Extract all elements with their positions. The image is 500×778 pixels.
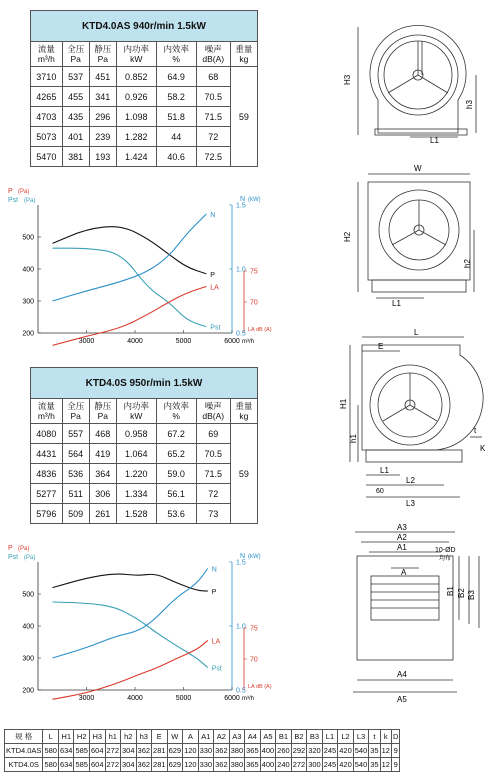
dim-header: t bbox=[369, 730, 380, 744]
dim-cell: 272 bbox=[105, 744, 121, 758]
dim-label: A1 bbox=[397, 543, 407, 552]
table-cell: 451 bbox=[89, 67, 116, 87]
spec-table-ktd40s bbox=[30, 367, 258, 524]
dim-header: k bbox=[380, 730, 391, 744]
column-header bbox=[89, 399, 116, 424]
column-header bbox=[31, 399, 63, 424]
series-label-pst: Pst bbox=[211, 665, 222, 673]
dim-label: L1 bbox=[392, 299, 401, 308]
dim-label: A bbox=[401, 568, 407, 577]
series-line-la bbox=[53, 640, 208, 699]
table-row bbox=[31, 464, 258, 484]
la-tick-label: 75 bbox=[250, 268, 258, 276]
y-tick-label: 300 bbox=[22, 298, 34, 306]
table-cell: 1.528 bbox=[116, 504, 156, 524]
dim-label: 60 bbox=[376, 488, 384, 495]
pst-axis-label: Pst bbox=[8, 197, 19, 204]
n-tick-label: 1.0 bbox=[236, 623, 246, 631]
dim-cell: 629 bbox=[167, 744, 183, 758]
header-unit: % bbox=[172, 54, 180, 64]
dim-header: 规 格 bbox=[5, 730, 43, 744]
dim-label: W bbox=[414, 164, 422, 173]
table-cell: 261 bbox=[89, 504, 116, 524]
p-axis-label: P bbox=[8, 545, 13, 552]
dim-cell: 281 bbox=[152, 744, 168, 758]
table-row bbox=[31, 504, 258, 524]
dim-label: A5 bbox=[397, 695, 407, 704]
y-tick-label: 400 bbox=[22, 266, 34, 274]
column-header bbox=[31, 42, 63, 67]
series-label-pst: Pst bbox=[210, 324, 221, 332]
table-cell: 70.5 bbox=[196, 87, 230, 107]
header-unit: Pa bbox=[97, 411, 108, 421]
dim-label: L2 bbox=[406, 476, 415, 485]
dim-cell: 304 bbox=[121, 758, 137, 772]
dim-label: t bbox=[474, 426, 477, 435]
performance-chart-ktd40as bbox=[0, 183, 280, 353]
column-header bbox=[89, 42, 116, 67]
n-axis-unit: (kW) bbox=[248, 197, 261, 203]
table-row bbox=[5, 758, 400, 772]
n-tick-label: 0.5 bbox=[236, 330, 246, 338]
column-header bbox=[230, 399, 257, 424]
dim-cell: 585 bbox=[74, 758, 90, 772]
dim-cell: 585 bbox=[74, 744, 90, 758]
header-name: 重量 bbox=[235, 401, 253, 411]
table-cell: 468 bbox=[89, 424, 116, 444]
x-tick-label: 5000 bbox=[175, 695, 192, 702]
dim-cell: 12 bbox=[380, 744, 391, 758]
dim-label: 10-ØD bbox=[435, 547, 456, 554]
column-header bbox=[62, 399, 89, 424]
dim-label: B3 bbox=[467, 590, 476, 600]
dim-cell: 300 bbox=[307, 758, 323, 772]
p-axis-unit: (Pa) bbox=[18, 189, 30, 195]
dim-header: h2 bbox=[121, 730, 137, 744]
table-cell: 1.064 bbox=[116, 444, 156, 464]
x-tick-label: 3000 bbox=[78, 695, 95, 702]
dim-header: H3 bbox=[89, 730, 105, 744]
table-cell: 5796 bbox=[31, 504, 63, 524]
dim-header: A2 bbox=[214, 730, 230, 744]
n-tick-label: 0.5 bbox=[236, 687, 246, 695]
table-row bbox=[31, 67, 258, 87]
x-tick-label: 3000 bbox=[78, 338, 95, 345]
dim-cell: 35 bbox=[369, 758, 380, 772]
table-cell: 59.0 bbox=[156, 464, 196, 484]
dim-cell: 540 bbox=[353, 744, 369, 758]
series-label-n: N bbox=[211, 566, 217, 574]
dim-label: h1 bbox=[349, 434, 358, 443]
table-cell: 557 bbox=[62, 424, 89, 444]
table-cell: 401 bbox=[62, 127, 89, 147]
table-cell: 5470 bbox=[31, 147, 63, 167]
dim-cell: 634 bbox=[58, 758, 74, 772]
table-cell: 67.2 bbox=[156, 424, 196, 444]
dim-label: h2 bbox=[463, 259, 472, 268]
dim-header: H1 bbox=[58, 730, 74, 744]
x-tick-label: 5000 bbox=[175, 338, 192, 345]
dim-header: E bbox=[152, 730, 168, 744]
table-cell: 1.334 bbox=[116, 484, 156, 504]
table-cell: 296 bbox=[89, 107, 116, 127]
table-cell: 5277 bbox=[31, 484, 63, 504]
table-cell: 509 bbox=[62, 504, 89, 524]
dim-label: L1 bbox=[430, 136, 439, 145]
n-tick-label: 1.5 bbox=[236, 559, 246, 567]
series-line-pst bbox=[53, 248, 207, 326]
dim-header: L3 bbox=[353, 730, 369, 744]
dim-cell: 320 bbox=[307, 744, 323, 758]
table-cell: 381 bbox=[62, 147, 89, 167]
dim-cell: 362 bbox=[136, 758, 152, 772]
la-tick-label: 70 bbox=[250, 299, 258, 307]
dim-cell: 365 bbox=[245, 744, 261, 758]
header-name: 内效率 bbox=[163, 44, 189, 54]
table-row bbox=[5, 744, 400, 758]
dim-header: B1 bbox=[276, 730, 292, 744]
table-cell: 44 bbox=[156, 127, 196, 147]
table-cell: 65.2 bbox=[156, 444, 196, 464]
dim-header: L1 bbox=[322, 730, 338, 744]
header-unit: Pa bbox=[97, 54, 108, 64]
dim-cell: 629 bbox=[167, 758, 183, 772]
table-cell: 4080 bbox=[31, 424, 63, 444]
series-line-pst bbox=[53, 602, 208, 668]
header-unit: Pa bbox=[70, 411, 81, 421]
dim-header: B3 bbox=[307, 730, 323, 744]
dim-header: H2 bbox=[74, 730, 90, 744]
dim-cell: KTD4.0S bbox=[5, 758, 43, 772]
dim-label: H3 bbox=[343, 74, 352, 85]
spec-table-ktd40as bbox=[30, 10, 258, 167]
dim-header: h3 bbox=[136, 730, 152, 744]
x-unit-label: m³/h bbox=[242, 696, 254, 702]
dim-header: A3 bbox=[229, 730, 245, 744]
table-row bbox=[31, 127, 258, 147]
table-row bbox=[31, 444, 258, 464]
series-line-p bbox=[53, 574, 208, 591]
header-unit: Pa bbox=[70, 54, 81, 64]
series-label-n: N bbox=[210, 211, 216, 219]
dim-cell: 260 bbox=[276, 744, 292, 758]
table-cell: 341 bbox=[89, 87, 116, 107]
table-cell: 4836 bbox=[31, 464, 63, 484]
dim-header: W bbox=[167, 730, 183, 744]
table-cell: 419 bbox=[89, 444, 116, 464]
series-line-n bbox=[53, 568, 208, 658]
header-name: 流量 bbox=[37, 44, 55, 54]
n-tick-label: 1.0 bbox=[236, 266, 246, 274]
dim-header: L2 bbox=[338, 730, 354, 744]
x-tick-label: 4000 bbox=[127, 695, 143, 702]
table-cell: 71.5 bbox=[196, 107, 230, 127]
dim-cell: 365 bbox=[245, 758, 261, 772]
dim-header: D bbox=[391, 730, 399, 744]
table-cell: 51.8 bbox=[156, 107, 196, 127]
table-cell: 1.098 bbox=[116, 107, 156, 127]
x-tick-label: 6000 bbox=[224, 338, 240, 345]
table-cell: 0.926 bbox=[116, 87, 156, 107]
table-cell: 56.1 bbox=[156, 484, 196, 504]
table-cell: 455 bbox=[62, 87, 89, 107]
dim-cell: 420 bbox=[338, 758, 354, 772]
dim-cell: 420 bbox=[338, 744, 354, 758]
table-cell: 72.5 bbox=[196, 147, 230, 167]
table-cell: 53.6 bbox=[156, 504, 196, 524]
dim-cell: 380 bbox=[229, 744, 245, 758]
header-name: 内功率 bbox=[123, 401, 150, 411]
table-row bbox=[31, 424, 258, 444]
series-line-p bbox=[53, 227, 207, 274]
dim-cell: 304 bbox=[121, 744, 137, 758]
dim-header: A bbox=[183, 730, 199, 744]
dim-cell: 380 bbox=[229, 758, 245, 772]
pst-axis-label: Pst bbox=[8, 554, 19, 561]
dim-cell: 362 bbox=[214, 744, 230, 758]
dim-label: 均布 bbox=[439, 556, 452, 562]
header-unit: kW bbox=[130, 54, 143, 64]
column-header bbox=[62, 42, 89, 67]
table-cell: 58.2 bbox=[156, 87, 196, 107]
dim-header: A4 bbox=[245, 730, 261, 744]
dim-cell: 240 bbox=[276, 758, 292, 772]
table-cell: 64.9 bbox=[156, 67, 196, 87]
n-axis-label: N bbox=[240, 196, 246, 203]
table-row bbox=[31, 484, 258, 504]
dim-header: B2 bbox=[291, 730, 307, 744]
table-cell: 3710 bbox=[31, 67, 63, 87]
column-header bbox=[156, 42, 196, 67]
header-unit: m³/h bbox=[37, 54, 55, 64]
dim-cell: 292 bbox=[291, 744, 307, 758]
weight-cell: 59 bbox=[230, 67, 257, 167]
table-cell: 73 bbox=[196, 504, 230, 524]
table-cell: 239 bbox=[89, 127, 116, 147]
dim-cell: 245 bbox=[322, 744, 338, 758]
column-header bbox=[116, 42, 156, 67]
header-unit: kg bbox=[239, 54, 249, 64]
series-label-la: LA bbox=[210, 284, 219, 292]
header-name: 噪声 bbox=[204, 401, 222, 411]
y-tick-label: 200 bbox=[22, 330, 34, 338]
header-unit: m³/h bbox=[37, 411, 55, 421]
header-name: 流量 bbox=[37, 401, 55, 411]
series-label-la: LA bbox=[211, 638, 221, 646]
dim-cell: 35 bbox=[369, 744, 380, 758]
dim-cell: 604 bbox=[89, 758, 105, 772]
x-tick-label: 4000 bbox=[127, 338, 143, 345]
column-header bbox=[196, 42, 230, 67]
table-cell: 1.220 bbox=[116, 464, 156, 484]
dim-cell: 400 bbox=[260, 744, 276, 758]
pst-axis-unit: (Pa) bbox=[24, 198, 36, 204]
dim-cell: KTD4.0AS bbox=[5, 744, 43, 758]
column-header bbox=[116, 399, 156, 424]
table-cell: 72 bbox=[196, 127, 230, 147]
dim-label: B1 bbox=[446, 586, 455, 596]
dim-cell: 272 bbox=[105, 758, 121, 772]
header-name: 内功率 bbox=[123, 44, 150, 54]
weight-cell: 59 bbox=[230, 424, 257, 524]
p-axis-unit: (Pa) bbox=[18, 546, 30, 552]
scroll-view-drawing bbox=[340, 325, 490, 510]
column-header bbox=[230, 42, 257, 67]
dim-cell: 634 bbox=[58, 744, 74, 758]
dim-cell: 580 bbox=[43, 744, 59, 758]
table-row bbox=[31, 147, 258, 167]
table-cell: 537 bbox=[62, 67, 89, 87]
dim-label: A3 bbox=[397, 523, 407, 532]
dim-cell: 604 bbox=[89, 744, 105, 758]
n-axis-label: N bbox=[240, 553, 246, 560]
dim-cell: 120 bbox=[183, 758, 199, 772]
table-row bbox=[31, 87, 258, 107]
table-cell: 70.5 bbox=[196, 444, 230, 464]
table-cell: 0.852 bbox=[116, 67, 156, 87]
dim-label: L1 bbox=[380, 466, 389, 475]
dim-label: A4 bbox=[397, 670, 407, 679]
spec-title: KTD4.0AS 940r/min 1.5kW bbox=[31, 11, 258, 42]
dim-cell: 272 bbox=[291, 758, 307, 772]
dim-header: A1 bbox=[198, 730, 214, 744]
header-name: 重量 bbox=[235, 44, 253, 54]
dim-cell: 330 bbox=[198, 758, 214, 772]
dim-cell: 245 bbox=[322, 758, 338, 772]
table-cell: 4265 bbox=[31, 87, 63, 107]
header-name: 噪声 bbox=[204, 44, 222, 54]
n-axis-unit: (kW) bbox=[248, 554, 261, 560]
dim-label: K bbox=[480, 444, 486, 453]
dim-label: H2 bbox=[343, 231, 352, 242]
table-cell: 1.282 bbox=[116, 127, 156, 147]
table-cell: 40.6 bbox=[156, 147, 196, 167]
la-tick-label: 70 bbox=[250, 656, 258, 664]
table-cell: 4431 bbox=[31, 444, 63, 464]
y-tick-label: 500 bbox=[22, 591, 34, 599]
dim-header: L bbox=[43, 730, 59, 744]
dim-label: E bbox=[378, 342, 384, 351]
dim-label: L bbox=[414, 328, 419, 337]
dim-cell: 120 bbox=[183, 744, 199, 758]
outlet-view-drawing bbox=[335, 520, 485, 720]
dim-cell: 362 bbox=[136, 744, 152, 758]
side-view-drawing bbox=[340, 160, 480, 310]
header-name: 全压 bbox=[67, 44, 85, 54]
y-tick-label: 300 bbox=[22, 655, 34, 663]
header-name: 内效率 bbox=[163, 401, 189, 411]
table-cell: 5073 bbox=[31, 127, 63, 147]
column-header bbox=[196, 399, 230, 424]
p-axis-label: P bbox=[8, 188, 13, 195]
header-name: 全压 bbox=[67, 401, 85, 411]
dim-cell: 9 bbox=[391, 758, 399, 772]
series-line-n bbox=[53, 214, 207, 301]
y-tick-label: 400 bbox=[22, 623, 34, 631]
la-axis-label: LA dB (A) bbox=[248, 327, 272, 333]
pst-axis-unit: (Pa) bbox=[24, 555, 36, 561]
dim-cell: 12 bbox=[380, 758, 391, 772]
header-unit: kW bbox=[130, 411, 143, 421]
performance-chart-ktd40s bbox=[0, 540, 280, 710]
series-label-p: P bbox=[210, 271, 215, 279]
table-cell: 1.424 bbox=[116, 147, 156, 167]
header-unit: dB(A) bbox=[202, 411, 225, 421]
dim-header: h1 bbox=[105, 730, 121, 744]
spec-title: KTD4.0S 950r/min 1.5kW bbox=[31, 368, 258, 399]
table-cell: 68 bbox=[196, 67, 230, 87]
table-row bbox=[31, 107, 258, 127]
dim-label: A2 bbox=[397, 533, 407, 542]
dim-cell: 9 bbox=[391, 744, 399, 758]
table-cell: 71.5 bbox=[196, 464, 230, 484]
column-header bbox=[156, 399, 196, 424]
dim-label: B2 bbox=[457, 588, 466, 598]
dim-cell: 540 bbox=[353, 758, 369, 772]
dim-label: H1 bbox=[339, 398, 348, 409]
table-cell: 564 bbox=[62, 444, 89, 464]
x-unit-label: m³/h bbox=[242, 339, 254, 345]
dim-cell: 400 bbox=[260, 758, 276, 772]
table-cell: 4703 bbox=[31, 107, 63, 127]
table-cell: 72 bbox=[196, 484, 230, 504]
header-unit: dB(A) bbox=[202, 54, 225, 64]
dim-cell: 580 bbox=[43, 758, 59, 772]
dim-label: L3 bbox=[406, 499, 415, 508]
header-unit: % bbox=[172, 411, 180, 421]
header-unit: kg bbox=[239, 411, 249, 421]
y-tick-label: 500 bbox=[22, 234, 34, 242]
dimension-table bbox=[4, 729, 400, 772]
table-cell: 193 bbox=[89, 147, 116, 167]
front-view-drawing bbox=[340, 5, 480, 155]
table-cell: 0.958 bbox=[116, 424, 156, 444]
series-label-p: P bbox=[211, 589, 217, 597]
dim-label: h3 bbox=[465, 100, 474, 109]
y-tick-label: 200 bbox=[22, 687, 34, 695]
header-name: 静压 bbox=[94, 44, 112, 54]
x-tick-label: 6000 bbox=[224, 695, 240, 702]
n-tick-label: 1.5 bbox=[236, 202, 246, 210]
table-cell: 364 bbox=[89, 464, 116, 484]
table-cell: 511 bbox=[62, 484, 89, 504]
dim-header: A5 bbox=[260, 730, 276, 744]
table-cell: 435 bbox=[62, 107, 89, 127]
la-tick-label: 75 bbox=[250, 625, 258, 633]
dim-cell: 281 bbox=[152, 758, 168, 772]
table-cell: 69 bbox=[196, 424, 230, 444]
dim-cell: 330 bbox=[198, 744, 214, 758]
la-axis-label: LA dB (A) bbox=[248, 684, 272, 690]
table-cell: 536 bbox=[62, 464, 89, 484]
table-cell: 306 bbox=[89, 484, 116, 504]
header-name: 静压 bbox=[94, 401, 112, 411]
dim-cell: 362 bbox=[214, 758, 230, 772]
